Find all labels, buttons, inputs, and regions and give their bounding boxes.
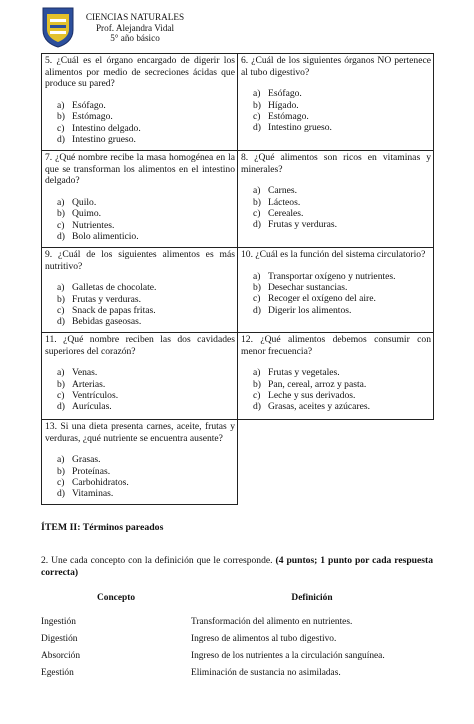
question-13: [42, 420, 238, 505]
question-5: [42, 54, 238, 151]
options-list: [57, 367, 235, 413]
option: b) Quimo.: [57, 208, 102, 220]
question-text: 11. ¿Qué nombre reciben las dos cavidades superiores del corazón?: [45, 334, 235, 357]
question-6: [238, 54, 434, 151]
question-text: 12. ¿Qué alimentos debemos consumir con menor frecuencia?: [241, 334, 431, 357]
option: b) Arterias.: [57, 378, 106, 390]
option: d) Aurículas.: [57, 401, 112, 413]
instruction-text: 2. Une cada concepto con la definición que le corresponde.: [41, 555, 273, 566]
instruction-points: (4 puntos; 1 punto por cada respuesta correcta): [41, 555, 433, 578]
empty-cell: [238, 420, 434, 505]
question-text: 6. ¿Cuál de los siguientes órganos NO pertenece al tubo digestivo?: [241, 55, 431, 78]
option: c) Leche y sus derivados.: [253, 390, 356, 401]
option: a) Quilo.: [57, 196, 97, 208]
column-header-concept: Concepto: [96, 593, 136, 603]
question-text: 13. Si una dieta presenta carnes, aceite, frutas y verduras, ¿qué nutriente se encuentra ausente?: [45, 421, 235, 444]
option: b) Proteínas.: [57, 465, 111, 477]
question-8: [238, 151, 434, 248]
options-list: [253, 88, 431, 134]
option: b) Lácteos.: [253, 196, 301, 208]
option: b) Estómago.: [57, 111, 113, 123]
question-11: [42, 333, 238, 420]
definition: Ingreso de alimentos al tubo digestivo.: [191, 633, 337, 644]
question-12: [238, 333, 434, 420]
options-list: [253, 185, 431, 231]
question-text: 7. ¿Qué nombre recibe la masa homogénea en la que se transforman los alimentos en el intestino delgado?: [45, 152, 235, 187]
concept: Absorción: [41, 650, 81, 661]
question-text: 10. ¿Cuál es la función del sistema circulatorio?: [241, 249, 426, 260]
options-list: [57, 197, 235, 243]
option: a) Frutas y vegetales.: [253, 367, 340, 379]
option: a) Galletas de chocolate.: [57, 282, 157, 294]
option: d) Intestino grueso.: [57, 134, 136, 145]
school-shield-logo: [41, 6, 75, 48]
options-list: [57, 454, 235, 500]
options-list: [57, 282, 235, 328]
question-9: [42, 248, 238, 333]
definition: Eliminación de sustancia no asimiladas.: [191, 667, 341, 678]
option: d) Grasas, aceites y azúcares.: [253, 401, 371, 413]
question-text: 5. ¿Cuál es el órgano encargado de digerir los alimentos por medio de secreciones ácidas que produce su pared?: [45, 55, 235, 90]
option: a) Esófago.: [253, 88, 302, 100]
option: c) Ventrículos.: [57, 390, 119, 401]
definition: Ingreso de los nutrientes a la circulación sanguínea.: [191, 650, 385, 661]
option: a) Grasas.: [57, 454, 101, 466]
options-list: [57, 100, 235, 146]
option: a) Esófago.: [57, 99, 106, 111]
concept: Egestión: [41, 667, 74, 678]
matching-table: [41, 593, 433, 684]
option: b) Frutas y verduras.: [57, 293, 142, 305]
option: d) Frutas y verduras.: [253, 219, 338, 231]
option: c) Carbohidratos.: [57, 477, 129, 488]
header-text: [81, 12, 189, 44]
column-header-definition: Definición: [291, 593, 333, 603]
table-row: [41, 633, 433, 650]
option: c) Estómago.: [253, 111, 309, 122]
question-text: 9. ¿Cuál de los siguientes alimentos es más nutritivo?: [45, 249, 235, 272]
questions-table: [41, 53, 434, 505]
question-10: [238, 248, 434, 333]
option: d) Bolo alimenticio.: [57, 231, 139, 242]
option: c) Snack de papas fritas.: [57, 305, 156, 316]
option: a) Transportar oxígeno y nutrientes.: [253, 270, 396, 282]
table-row: [41, 650, 433, 667]
option: c) Cereales.: [253, 208, 304, 219]
options-list: [253, 271, 431, 317]
definition: Transformación del alimento en nutrientes.: [191, 616, 353, 627]
concept: Digestión: [41, 633, 78, 644]
option: d) Vitaminas.: [57, 488, 114, 500]
option: d) Digerir los alimentos.: [253, 304, 352, 316]
option: d) Intestino grueso.: [253, 122, 332, 134]
option: b) Desechar sustancias.: [253, 282, 348, 293]
grade-level: 5° año básico: [110, 33, 160, 44]
table-row: [41, 667, 433, 684]
option: c) Recoger el oxígeno del aire.: [253, 293, 376, 305]
option: b) Hígado.: [253, 99, 299, 111]
table-row: [41, 616, 433, 633]
option: d) Bebidas gaseosas.: [57, 316, 142, 328]
concept: Ingestión: [41, 616, 76, 627]
header: [41, 6, 341, 50]
item2-title: ÍTEM II: Términos pareados: [41, 522, 164, 533]
option: a) Carnes.: [253, 185, 298, 197]
option: b) Pan, cereal, arroz y pasta.: [253, 378, 367, 390]
option: c) Nutrientes.: [57, 219, 115, 231]
teacher-name: Prof. Alejandra Vidal: [95, 22, 175, 33]
item2-instruction: [41, 555, 433, 579]
subject-title: CIENCIAS NATURALES: [85, 12, 185, 22]
option: c) Intestino delgado.: [57, 122, 141, 134]
option: a) Venas.: [57, 367, 98, 379]
question-text: 8. ¿Qué alimentos son ricos en vitaminas y minerales?: [241, 152, 431, 175]
options-list: [253, 367, 431, 413]
question-7: [42, 151, 238, 248]
